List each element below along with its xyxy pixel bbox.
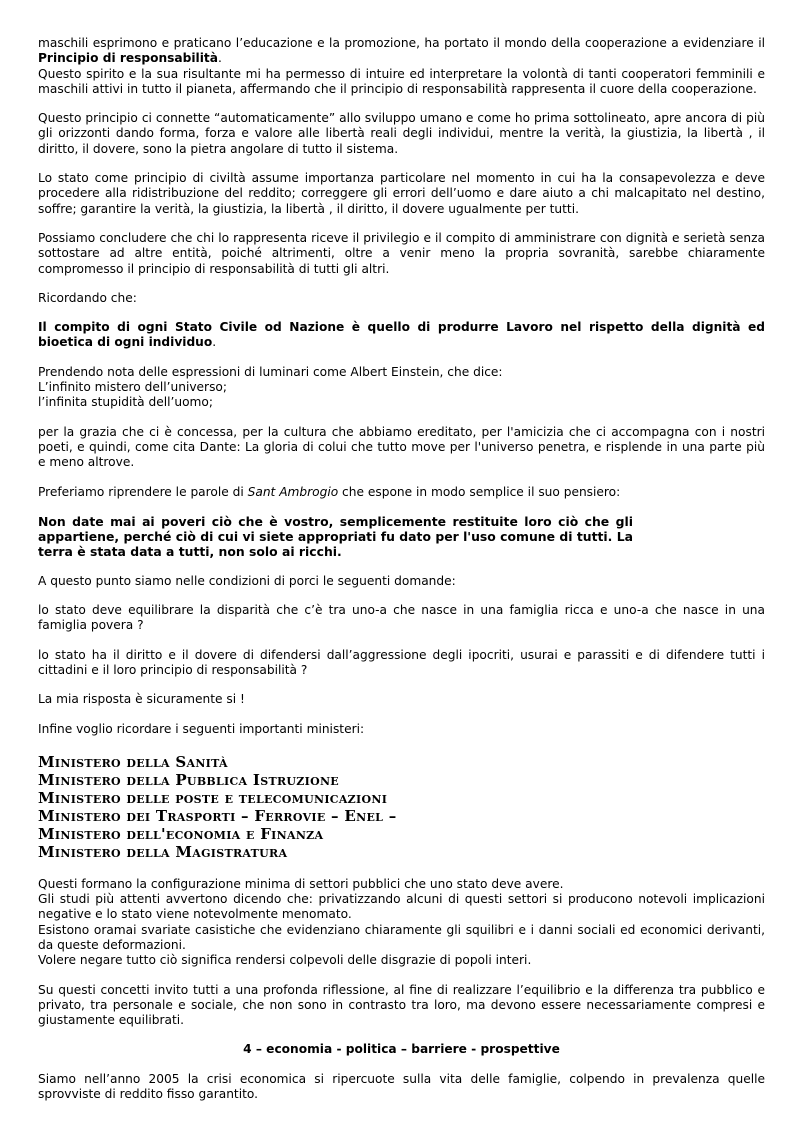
ambrogio-quote: Non date mai ai poveri ciò che è vostro, semplicemente restituite loro ciò che gli appartiene, perché ciò di cui vi siete appropriati fu dato per l'uso comune di tutti. La terra è stata data a tutti, non solo ai ricchi. [38,513,633,560]
ministry-item: Ministero della Sanità [38,752,228,771]
paragraph-line: Esistono oramai svariate casistiche che evidenziano chiaramente gli squilibri e i danni sociali ed economici derivanti, da queste deformazioni. [38,922,765,952]
paragraph-8 [38,365,765,411]
section-heading: 4 – economia - politica – barriere - prospettive [243,1042,560,1057]
paragraph-16 [38,877,765,969]
ministries-list [38,753,765,861]
paragraph-line: L’infinito mistero dell’universo; [38,380,227,395]
question-1: lo stato deve equilibrare la disparità che c’è tra uno-a che nasce in una famiglia ricca e uno-a che nasce in una famiglia povera ? [38,603,765,633]
paragraph-9: per la grazia che ci è concessa, per la cultura che abbiamo ereditato, per l'amicizia che ci accompagna con i nostri poeti, e quindi, come cita Dante: La gloria di colui che tutto move per l'universo penetra, e risplende in una parte più e meno altrove. [38,424,765,470]
paragraph-11: A questo punto siamo nelle condizioni di porci le seguenti domande: [38,573,456,588]
paragraph-1 [38,36,765,67]
paragraph-line: Questi formano la configurazione minima di settori pubblici che uno stato deve avere. [38,876,564,891]
paragraph-line: Gli studi più attenti avvertono dicendo che: privatizzando alcuni di questi settori si producono notevoli implicazioni negative e lo stato viene notevolmente menomato. [38,892,765,922]
principle-term: Principio di responsabilità [38,51,218,66]
paragraph-text: . [212,335,217,350]
paragraph-line: Volere negare tutto ciò significa rendersi colpevoli delle disgrazie di popoli interi. [38,953,532,968]
ministry-item: Ministero dei Trasporti – Ferrovie – Enel – [38,806,397,825]
paragraph-text: che espone in modo semplice il suo pensiero: [338,484,621,499]
paragraph-text: maschili esprimono e praticano l’educazione e la promozione, ha portato il mondo della cooperazione a evidenziare il [38,36,765,50]
paragraph-line: Prendendo nota delle espressioni di luminari come Albert Einstein, che dice: [38,364,503,379]
saint-name: Sant Ambrogio [247,484,339,499]
paragraph-7 [38,320,765,351]
paragraph-17: Su questi concetti invito tutti a una profonda riflessione, al fine di realizzare l’equilibrio e la differenza tra pubblico e privato, tra personale e sociale, che non sono in contrasto tra loro, ma devono essere necessariamente compresi e giustamente equilibrati. [38,982,765,1028]
paragraph-text: . [217,51,222,66]
ministry-item: Ministero dell'economia e Finanza [38,824,324,843]
paragraph-2: Questo spirito e la sua risultante mi ha permesso di intuire ed interpretare la volontà di tanti cooperatori femminili e maschili attivi in tutto il pianeta, affermando che il principio di responsabilità rappresenta il cuore della cooperazione. [38,66,765,96]
paragraph-18: Siamo nell’anno 2005 la crisi economica si ripercuote sulla vita delle famiglie, colpendo in prevalenza quelle sprovviste di reddito fisso garantito. [38,1071,765,1102]
ministry-item: Ministero della Pubblica Istruzione [38,770,339,789]
document-page [38,36,765,1116]
paragraph-5: Possiamo concludere che chi lo rappresenta riceve il privilegio e il compito di amministrare con dignità e serietà senza sottostare ad altre entità, poiché altrimenti, oltre a venir meno la propria sovranità, sarebbe chiaramente compromesso il principio di responsabilità di tutti gli altri. [38,230,765,276]
paragraph-15: Infine voglio ricordare i seguenti importanti ministeri: [38,721,365,736]
paragraph-4: Lo stato come principio di civiltà assume importanza particolare nel momento in cui ha la consapevolezza e deve procedere alla ridistribuzione del reddito; correggere gli errori dell’uomo e dare aiuto a chi malcapitato nel destino, soffre; garantire la verità, la giustizia, la libertà , il diritto, il dovere ugualmente per tutti. [38,171,765,216]
answer: La mia risposta è sicuramente si ! [38,692,245,707]
paragraph-6: Ricordando che: [38,290,137,305]
paragraph-text: Preferiamo riprendere le parole di [38,484,248,499]
statement-bold: Il compito di ogni Stato Civile od Nazione è quello di produrre Lavoro nel rispetto della dignità ed bioetica di ogni individuo [38,320,765,350]
paragraph-line: l’infinita stupidità dell’uomo; [38,395,213,410]
question-2: lo stato ha il diritto e il dovere di difendersi dall’aggressione degli ipocriti, usurai e parassiti e di difendere tutti i cittadini e il loro principio di responsabilità ? [38,647,765,677]
paragraph-3: Questo principio ci connette “automaticamente” allo sviluppo umano e come ho prima sottolineato, apre ancora di più gli orizzonti dando forma, forza e valore alle libertà reali degli individui, mentre la verità, la giustizia, la libertà , il diritto, il dovere, sono la pietra angolare di tutto il sistema. [38,111,765,156]
ministry-item: Ministero della Magistratura [38,842,288,861]
paragraph-10 [38,485,765,500]
ministry-item: Ministero delle poste e telecomunicazioni [38,788,388,807]
